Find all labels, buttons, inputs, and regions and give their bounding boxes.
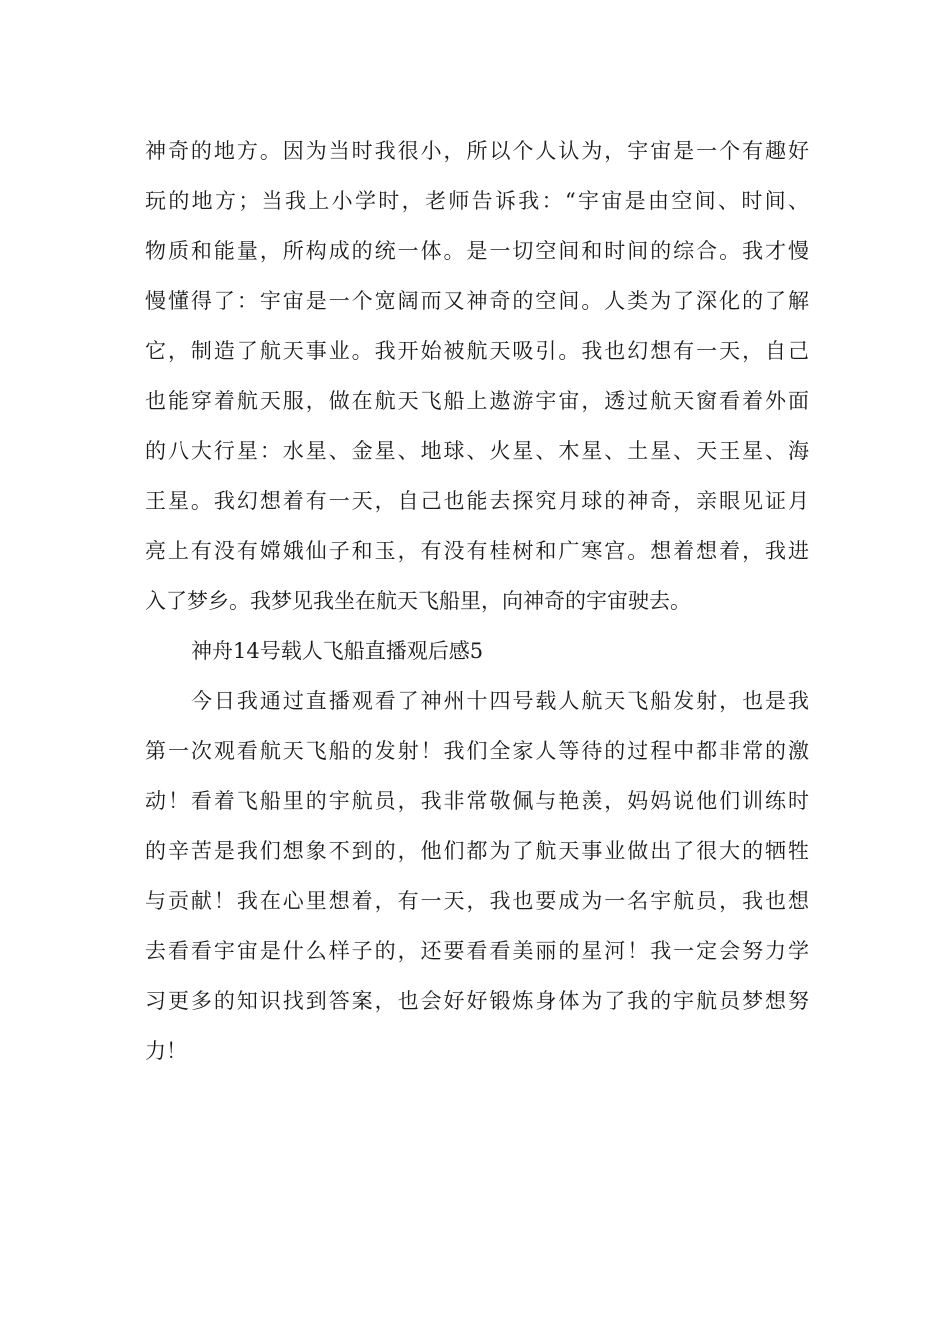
paragraph-line: 玩的地方；当我上小学时，老师告诉我：“宇宙是由空间、时间、 <box>145 189 809 213</box>
section-heading-block <box>145 626 809 676</box>
paragraph-line: 去看看宇宙是什么样子的，还要看看美丽的星河！我一定会努力学 <box>145 939 809 963</box>
paragraph-line: 力！ <box>145 1039 187 1063</box>
paragraph-line: 今日我通过直播观看了神州十四号载人航天飞船发射，也是我 <box>191 689 809 713</box>
paragraph-line: 的八大行星：水星、金星、地球、火星、木星、土星、天王星、海 <box>145 439 809 463</box>
paragraph-line: 物质和能量，所构成的统一体。是一切空间和时间的综合。我才慢 <box>145 239 809 263</box>
paragraph-2 <box>145 676 809 1076</box>
paragraph-1 <box>145 126 809 626</box>
paragraph-line: 第一次观看航天飞船的发射！我们全家人等待的过程中都非常的激 <box>145 739 809 763</box>
paragraph-line: 亮上有没有嫦娥仙子和玉，有没有桂树和广寒宫。想着想着，我进 <box>145 539 809 563</box>
paragraph-line: 习更多的知识找到答案，也会好好锻炼身体为了我的宇航员梦想努 <box>145 989 809 1013</box>
paragraph-line: 动！看着飞船里的宇航员，我非常敬佩与艳羡，妈妈说他们训练时 <box>145 789 809 813</box>
section-heading: 神舟14号载人飞船直播观后感5 <box>191 639 484 663</box>
paragraph-line: 神奇的地方。因为当时我很小，所以个人认为，宇宙是一个有趣好 <box>145 139 809 163</box>
paragraph-line: 的辛苦是我们想象不到的，他们都为了航天事业做出了很大的牺牲 <box>145 839 809 863</box>
paragraph-line: 慢懂得了：宇宙是一个宽阔而又神奇的空间。人类为了深化的了解 <box>145 289 809 313</box>
paragraph-line: 王星。我幻想着有一天，自己也能去探究月球的神奇，亲眼见证月 <box>145 489 809 513</box>
paragraph-line: 也能穿着航天服，做在航天飞船上遨游宇宙，透过航天窗看着外面 <box>145 389 809 413</box>
paragraph-line: 它，制造了航天事业。我开始被航天吸引。我也幻想有一天，自己 <box>145 339 809 363</box>
paragraph-line: 与贡献！我在心里想着，有一天，我也要成为一名宇航员，我也想 <box>145 889 809 913</box>
paragraph-line: 入了梦乡。我梦见我坐在航天飞船里，向神奇的宇宙驶去。 <box>145 589 691 613</box>
